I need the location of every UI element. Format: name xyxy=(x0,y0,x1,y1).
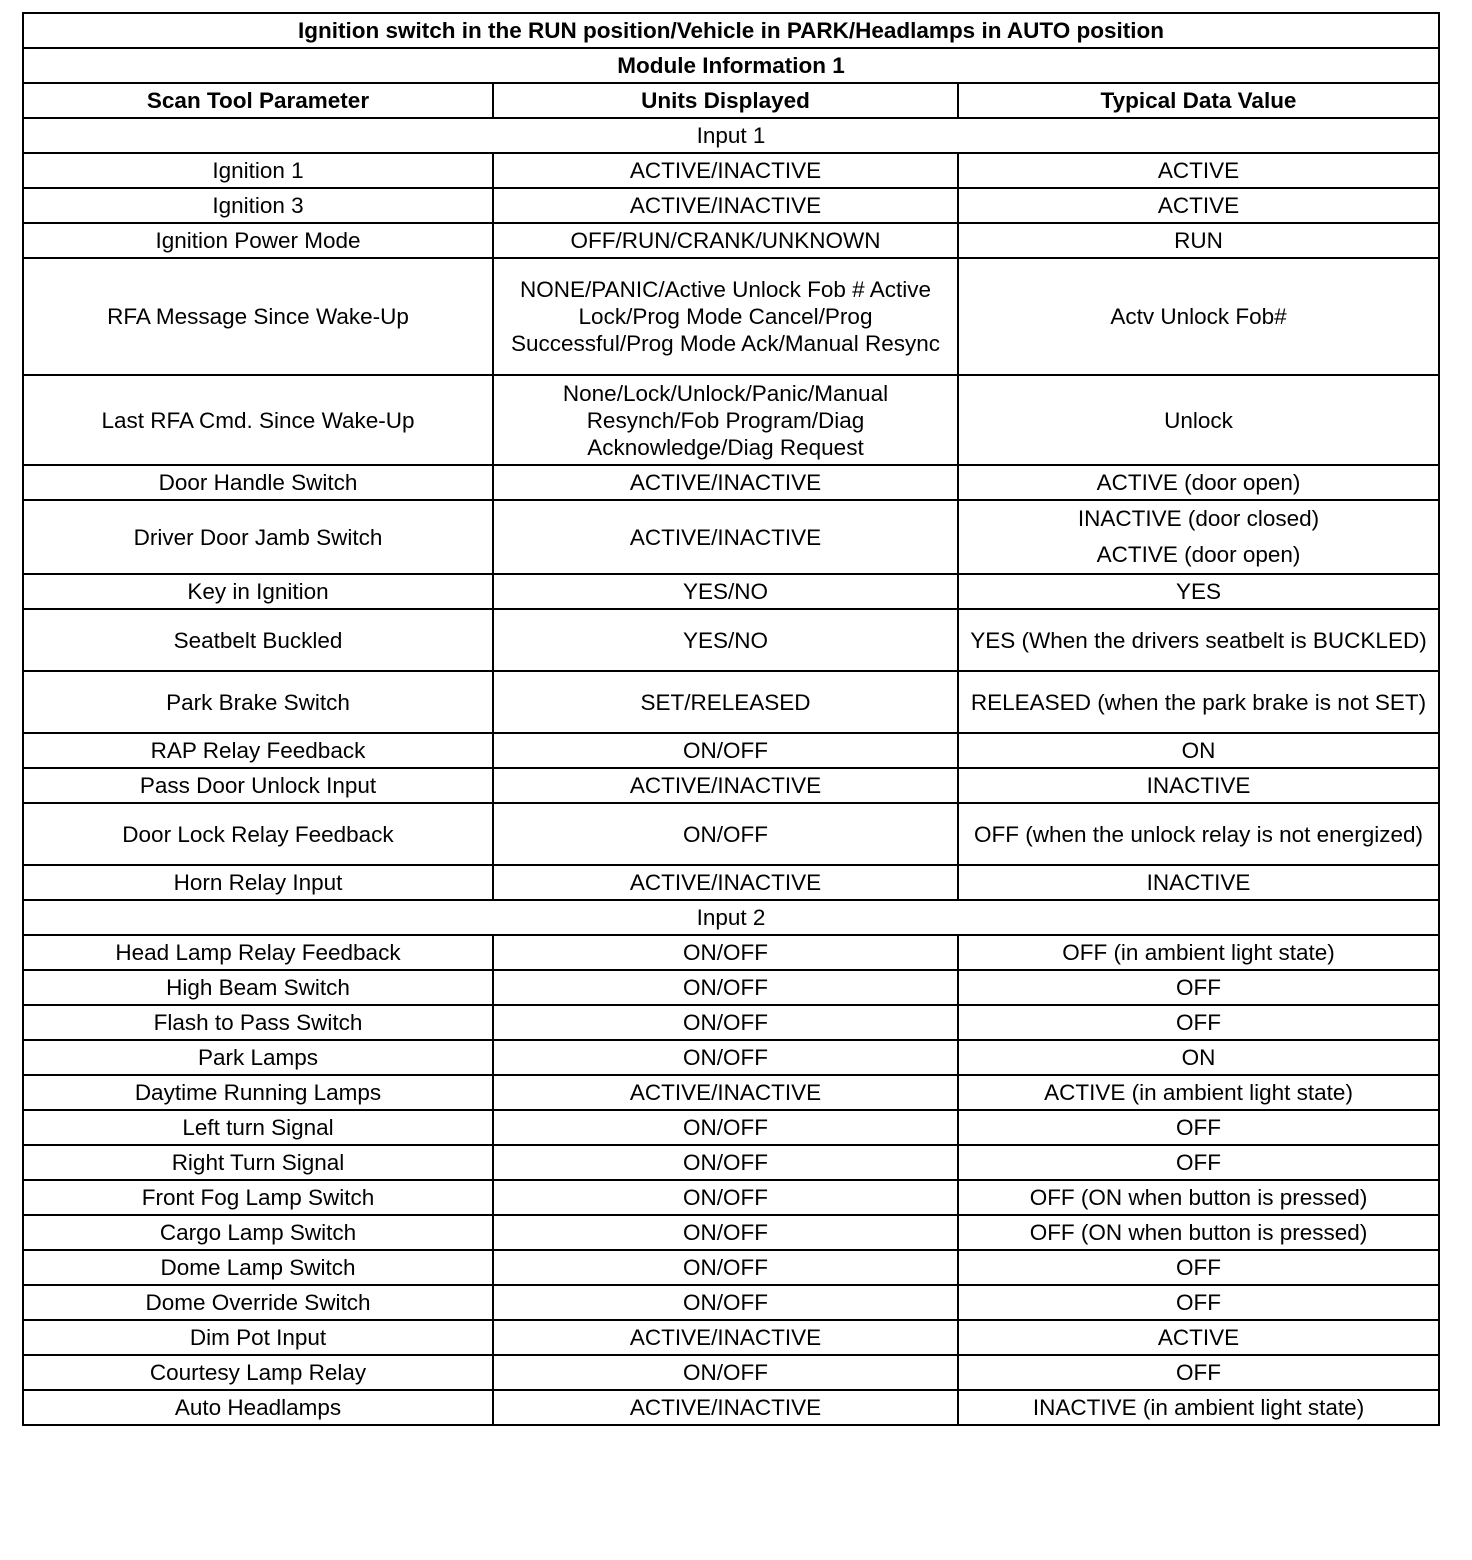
param-cell: Dome Override Switch xyxy=(23,1285,493,1320)
units-cell: ACTIVE/INACTIVE xyxy=(493,500,958,574)
units-cell: ON/OFF xyxy=(493,1250,958,1285)
param-cell: Left turn Signal xyxy=(23,1110,493,1145)
table-row xyxy=(23,970,1439,1005)
table-subtitle: Module Information 1 xyxy=(23,48,1439,83)
table-row xyxy=(23,768,1439,803)
units-cell: ACTIVE/INACTIVE xyxy=(493,188,958,223)
units-cell: SET/RELEASED xyxy=(493,671,958,733)
value-cell: ON xyxy=(958,733,1439,768)
value-cell: OFF xyxy=(958,1285,1439,1320)
value-cell: INACTIVE xyxy=(958,768,1439,803)
units-cell: ON/OFF xyxy=(493,1005,958,1040)
table-row xyxy=(23,1005,1439,1040)
value-cell: OFF (ON when button is pressed) xyxy=(958,1180,1439,1215)
units-cell: ACTIVE/INACTIVE xyxy=(493,153,958,188)
param-cell: Driver Door Jamb Switch xyxy=(23,500,493,574)
column-header-parameter: Scan Tool Parameter xyxy=(23,83,493,118)
table-row xyxy=(23,375,1439,465)
param-cell: Front Fog Lamp Switch xyxy=(23,1180,493,1215)
param-cell: Cargo Lamp Switch xyxy=(23,1215,493,1250)
table-row xyxy=(23,671,1439,733)
param-cell: Dim Pot Input xyxy=(23,1320,493,1355)
value-cell: RUN xyxy=(958,223,1439,258)
section-label-input-1: Input 1 xyxy=(23,118,1439,153)
units-cell: ON/OFF xyxy=(493,1180,958,1215)
value-cell: OFF xyxy=(958,1250,1439,1285)
units-cell: ON/OFF xyxy=(493,935,958,970)
value-line-2: ACTIVE (door open) xyxy=(1096,542,1301,567)
table-row xyxy=(23,465,1439,500)
units-cell: ON/OFF xyxy=(493,1285,958,1320)
param-cell: Head Lamp Relay Feedback xyxy=(23,935,493,970)
units-cell: ON/OFF xyxy=(493,803,958,865)
units-cell: OFF/RUN/CRANK/UNKNOWN xyxy=(493,223,958,258)
param-cell: Last RFA Cmd. Since Wake-Up xyxy=(23,375,493,465)
value-cell: ACTIVE xyxy=(958,188,1439,223)
param-cell: Ignition Power Mode xyxy=(23,223,493,258)
value-cell: Unlock xyxy=(958,375,1439,465)
table-row xyxy=(23,865,1439,900)
value-cell: OFF xyxy=(958,1145,1439,1180)
param-cell: Horn Relay Input xyxy=(23,865,493,900)
units-cell: ON/OFF xyxy=(493,1145,958,1180)
units-cell: ACTIVE/INACTIVE xyxy=(493,1320,958,1355)
section-row xyxy=(23,900,1439,935)
table-row xyxy=(23,733,1439,768)
value-cell: OFF xyxy=(958,1355,1439,1390)
value-cell: YES xyxy=(958,574,1439,609)
param-cell: Flash to Pass Switch xyxy=(23,1005,493,1040)
units-cell: YES/NO xyxy=(493,574,958,609)
table-row xyxy=(23,500,1439,574)
units-cell: ON/OFF xyxy=(493,1040,958,1075)
units-cell: ACTIVE/INACTIVE xyxy=(493,1390,958,1425)
table-row xyxy=(23,188,1439,223)
units-cell: None/Lock/Unlock/Panic/Manual Resynch/Fob Program/Diag Acknowledge/Diag Request xyxy=(493,375,958,465)
table-row xyxy=(23,1215,1439,1250)
value-cell: OFF xyxy=(958,1110,1439,1145)
value-cell: RELEASED (when the park brake is not SET) xyxy=(958,671,1439,733)
table-row xyxy=(23,1040,1439,1075)
table-row xyxy=(23,1320,1439,1355)
table-row xyxy=(23,223,1439,258)
value-cell: Actv Unlock Fob# xyxy=(958,258,1439,375)
table-row xyxy=(23,1110,1439,1145)
scan-tool-data-table xyxy=(22,12,1440,1426)
value-cell: ACTIVE (in ambient light state) xyxy=(958,1075,1439,1110)
param-cell: Dome Lamp Switch xyxy=(23,1250,493,1285)
table-row xyxy=(23,1250,1439,1285)
table-row xyxy=(23,609,1439,671)
param-cell: Door Lock Relay Feedback xyxy=(23,803,493,865)
table-row xyxy=(23,1355,1439,1390)
table-row xyxy=(23,1075,1439,1110)
param-cell: RAP Relay Feedback xyxy=(23,733,493,768)
param-cell: Door Handle Switch xyxy=(23,465,493,500)
table-subtitle-row xyxy=(23,48,1439,83)
table-title-row xyxy=(23,13,1439,48)
param-cell: Key in Ignition xyxy=(23,574,493,609)
value-cell: YES (When the drivers seatbelt is BUCKLED) xyxy=(958,609,1439,671)
param-cell: Pass Door Unlock Input xyxy=(23,768,493,803)
param-cell: High Beam Switch xyxy=(23,970,493,1005)
value-cell: ACTIVE xyxy=(958,1320,1439,1355)
units-cell: ACTIVE/INACTIVE xyxy=(493,768,958,803)
table-row xyxy=(23,1390,1439,1425)
value-cell: ON xyxy=(958,1040,1439,1075)
value-cell: ACTIVE (door open) xyxy=(958,465,1439,500)
table-row xyxy=(23,935,1439,970)
param-cell: Park Lamps xyxy=(23,1040,493,1075)
units-cell: ACTIVE/INACTIVE xyxy=(493,1075,958,1110)
units-cell: ON/OFF xyxy=(493,1215,958,1250)
param-cell: Ignition 1 xyxy=(23,153,493,188)
table-row xyxy=(23,1180,1439,1215)
units-cell: YES/NO xyxy=(493,609,958,671)
section-row xyxy=(23,118,1439,153)
value-line-1: INACTIVE (door closed) xyxy=(1077,506,1320,531)
value-cell: ACTIVE xyxy=(958,153,1439,188)
value-cell: INACTIVE xyxy=(958,865,1439,900)
table-row xyxy=(23,153,1439,188)
value-cell xyxy=(958,500,1439,574)
param-cell: Seatbelt Buckled xyxy=(23,609,493,671)
param-cell: Daytime Running Lamps xyxy=(23,1075,493,1110)
units-cell: ACTIVE/INACTIVE xyxy=(493,465,958,500)
param-cell: Ignition 3 xyxy=(23,188,493,223)
param-cell: Courtesy Lamp Relay xyxy=(23,1355,493,1390)
units-cell: NONE/PANIC/Active Unlock Fob # Active Lock/Prog Mode Cancel/Prog Successful/Prog Mode Ack/Manual Resync xyxy=(493,258,958,375)
column-header-units: Units Displayed xyxy=(493,83,958,118)
table-row xyxy=(23,1285,1439,1320)
table-row xyxy=(23,803,1439,865)
param-cell: Right Turn Signal xyxy=(23,1145,493,1180)
table-row xyxy=(23,574,1439,609)
value-cell: OFF xyxy=(958,1005,1439,1040)
param-cell: RFA Message Since Wake-Up xyxy=(23,258,493,375)
value-cell: OFF (ON when button is pressed) xyxy=(958,1215,1439,1250)
column-header-row xyxy=(23,83,1439,118)
value-cell: OFF (when the unlock relay is not energized) xyxy=(958,803,1439,865)
units-cell: ON/OFF xyxy=(493,733,958,768)
value-cell: INACTIVE (in ambient light state) xyxy=(958,1390,1439,1425)
table-row xyxy=(23,1145,1439,1180)
param-cell: Auto Headlamps xyxy=(23,1390,493,1425)
column-header-value: Typical Data Value xyxy=(958,83,1439,118)
units-cell: ON/OFF xyxy=(493,970,958,1005)
units-cell: ACTIVE/INACTIVE xyxy=(493,865,958,900)
units-cell: ON/OFF xyxy=(493,1355,958,1390)
units-cell: ON/OFF xyxy=(493,1110,958,1145)
table-row xyxy=(23,258,1439,375)
value-cell: OFF xyxy=(958,970,1439,1005)
table-title: Ignition switch in the RUN position/Vehicle in PARK/Headlamps in AUTO position xyxy=(23,13,1439,48)
param-cell: Park Brake Switch xyxy=(23,671,493,733)
section-label-input-2: Input 2 xyxy=(23,900,1439,935)
value-cell: OFF (in ambient light state) xyxy=(958,935,1439,970)
